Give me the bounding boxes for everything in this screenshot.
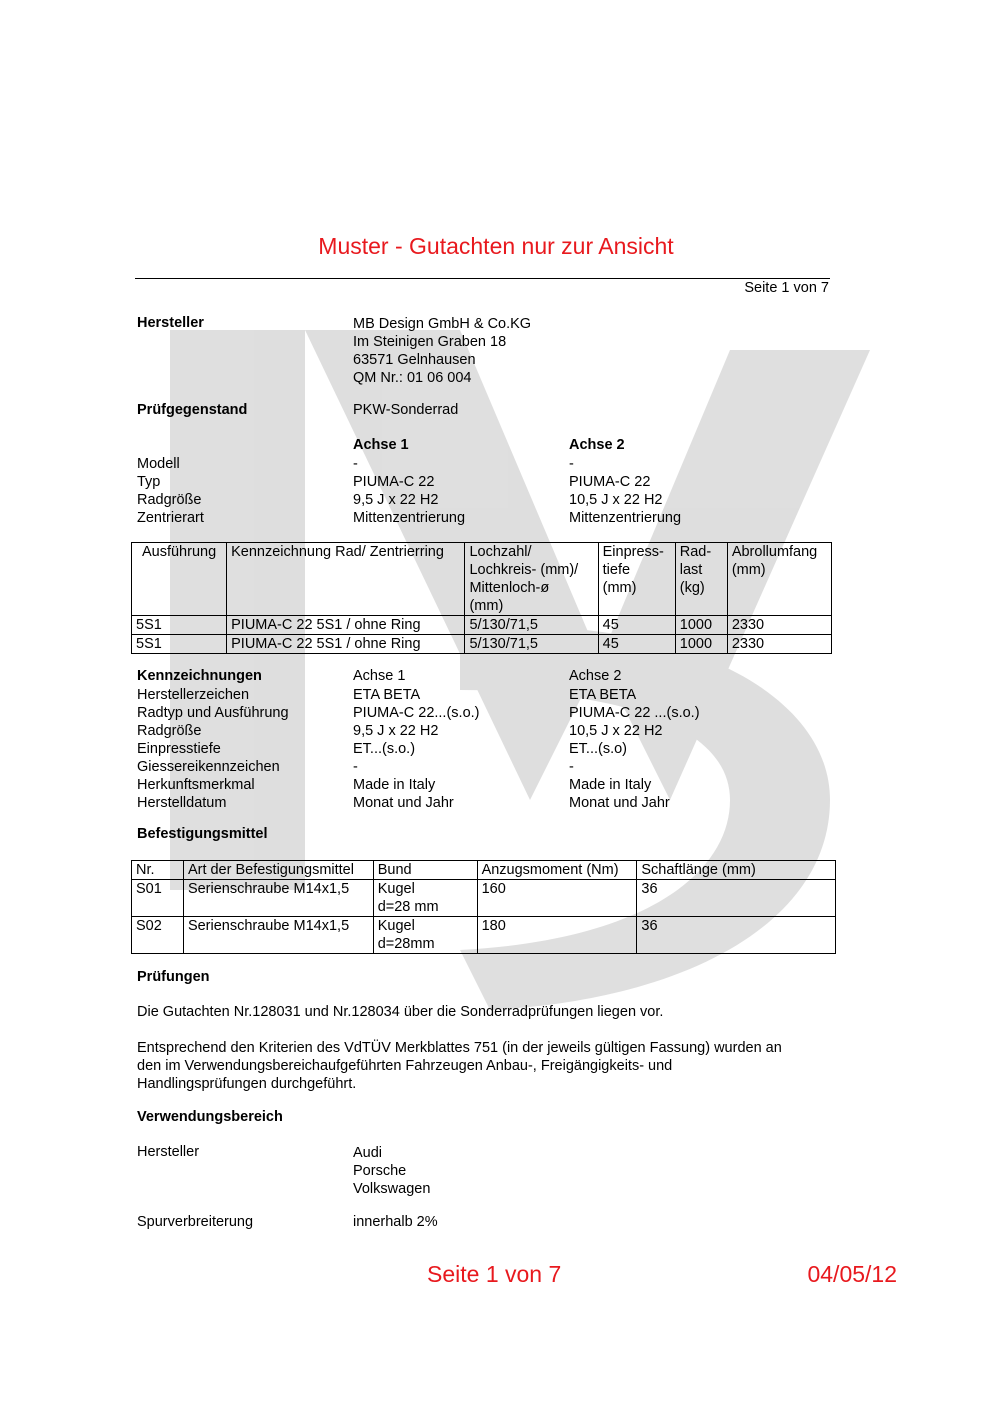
table-cell: Kugel d=28mm <box>373 917 477 954</box>
value: 10,5 J x 22 H2 <box>569 492 663 508</box>
table-cell: 160 <box>477 880 637 917</box>
table-cell: 180 <box>477 917 637 954</box>
value: 10,5 J x 22 H2 <box>569 723 663 739</box>
row-label: Radgröße <box>137 723 202 739</box>
table-cell: PIUMA-C 22 5S1 / ohne Ring <box>227 635 465 654</box>
table-cell: 36 <box>637 880 836 917</box>
table-cell: 45 <box>598 616 675 635</box>
value: Mittenzentrierung <box>353 510 466 526</box>
table-header: Ausführung <box>132 543 227 616</box>
achse1-values <box>353 455 465 527</box>
table-cell: 2330 <box>727 616 831 635</box>
value: ETA BETA <box>353 687 421 703</box>
pruefungen-paragraph: Die Gutachten Nr.128031 und Nr.128034 über die Sonderradprüfungen liegen vor. <box>137 1004 664 1020</box>
table-cell: 45 <box>598 635 675 654</box>
table-cell: 36 <box>637 917 836 954</box>
value: PIUMA-C 22...(s.o.) <box>353 705 480 721</box>
value: - <box>569 456 574 472</box>
table-header: Art der Befestigungsmittel <box>183 861 373 880</box>
value: - <box>353 456 358 472</box>
row-label: Giessereikennzeichen <box>137 759 280 775</box>
value: ET...(s.o.) <box>353 741 416 757</box>
table-cell: 5S1 <box>132 635 227 654</box>
table-row <box>132 880 836 917</box>
value: Mittenzentrierung <box>569 510 682 526</box>
spur-label: Spurverbreiterung <box>137 1214 254 1230</box>
vb-hersteller-list <box>353 1144 430 1198</box>
befestigung-table <box>131 860 836 954</box>
address-line: QM Nr.: 01 06 004 <box>353 370 472 386</box>
page-title: Muster - Gutachten nur zur Ansicht <box>318 233 674 259</box>
kz-achse2-header: Achse 2 <box>569 668 622 684</box>
value: Monat und Jahr <box>569 795 670 811</box>
table-header: Nr. <box>132 861 184 880</box>
kz-labels <box>137 686 289 812</box>
value: PIUMA-C 22 <box>353 474 435 490</box>
table-row <box>132 917 836 954</box>
achse2-header: Achse 2 <box>569 437 625 453</box>
table-cell: 5/130/71,5 <box>465 635 598 654</box>
row-label: Einpresstiefe <box>137 741 221 757</box>
row-label: Radtyp und Ausführung <box>137 705 289 721</box>
kz-achse1-header: Achse 1 <box>353 668 406 684</box>
hersteller-address <box>353 315 531 387</box>
footer-date: 04/05/12 <box>807 1261 897 1287</box>
row-label: Typ <box>137 474 161 490</box>
value: PIUMA-C 22 <box>569 474 651 490</box>
achse2-values <box>569 455 681 527</box>
table-cell: S01 <box>132 880 184 917</box>
list-item: Porsche <box>353 1163 407 1179</box>
paragraph-line: Entsprechend den Kriterien des VdTÜV Merkblattes 751 (in der jeweils gültigen Fassung) wurden an <box>137 1040 782 1056</box>
pruefgegenstand-value: PKW-Sonderrad <box>353 402 459 418</box>
value: ET...(s.o) <box>569 741 628 757</box>
list-item: Volkswagen <box>353 1181 431 1197</box>
pruefungen-label: Prüfungen <box>137 969 210 985</box>
table-header: Kennzeichnung Rad/ Zentrierring <box>227 543 465 616</box>
header-divider <box>135 278 830 279</box>
table-cell: PIUMA-C 22 5S1 / ohne Ring <box>227 616 465 635</box>
value: 9,5 J x 22 H2 <box>353 723 439 739</box>
achse1-header: Achse 1 <box>353 437 409 453</box>
ausfuehrung-table <box>131 542 832 654</box>
row-label: Herstellerzeichen <box>137 687 250 703</box>
value: ETA BETA <box>569 687 637 703</box>
row-label: Herkunftsmerkmal <box>137 777 255 793</box>
befestigung-label: Befestigungsmittel <box>137 826 268 842</box>
kennzeichnungen-label: Kennzeichnungen <box>137 668 262 684</box>
table-cell: S02 <box>132 917 184 954</box>
table-cell: Serienschraube M14x1,5 <box>183 880 373 917</box>
table-row <box>132 635 832 654</box>
page-counter: Seite 1 von 7 <box>744 280 829 296</box>
list-item: Audi <box>353 1145 383 1161</box>
row-label: Modell <box>137 456 180 472</box>
kz-achse2-values <box>569 686 700 812</box>
spur-value: innerhalb 2% <box>353 1214 438 1230</box>
paragraph-line: den im Verwendungsbereichaufgeführten Fahrzeugen Anbau-, Freigängigkeits- und <box>137 1058 673 1074</box>
achsen-labels <box>137 455 204 527</box>
value: Made in Italy <box>569 777 652 793</box>
footer-page-counter: Seite 1 von 7 <box>427 1261 562 1287</box>
value: - <box>569 759 574 775</box>
value: - <box>353 759 358 775</box>
verwendungsbereich-label: Verwendungsbereich <box>137 1109 283 1125</box>
value: Made in Italy <box>353 777 436 793</box>
pruefgegenstand-label: Prüfgegenstand <box>137 402 248 418</box>
address-line: MB Design GmbH & Co.KG <box>353 316 532 332</box>
pruefungen-paragraph-2 <box>137 1039 782 1093</box>
table-header: Schaftlänge (mm) <box>637 861 836 880</box>
row-label: Herstelldatum <box>137 795 227 811</box>
value: PIUMA-C 22 ...(s.o.) <box>569 705 700 721</box>
row-label: Radgröße <box>137 492 202 508</box>
table-cell: Kugel d=28 mm <box>373 880 477 917</box>
value: 9,5 J x 22 H2 <box>353 492 439 508</box>
table-cell: 5/130/71,5 <box>465 616 598 635</box>
table-header: Anzugsmoment (Nm) <box>477 861 637 880</box>
table-cell: 2330 <box>727 635 831 654</box>
table-header: Abrollumfang (mm) <box>727 543 831 616</box>
table-cell: 1000 <box>675 635 727 654</box>
table-cell: 5S1 <box>132 616 227 635</box>
hersteller-label: Hersteller <box>137 315 204 331</box>
table-row <box>132 616 832 635</box>
paragraph-line: Handlingsprüfungen durchgeführt. <box>137 1076 357 1092</box>
table-header-row <box>132 543 832 616</box>
table-cell: Serienschraube M14x1,5 <box>183 917 373 954</box>
vb-hersteller-label: Hersteller <box>137 1144 200 1160</box>
address-line: Im Steinigen Graben 18 <box>353 334 507 350</box>
address-line: 63571 Gelnhausen <box>353 352 476 368</box>
table-header: Bund <box>373 861 477 880</box>
value: Monat und Jahr <box>353 795 454 811</box>
table-header: Lochzahl/ Lochkreis- (mm)/ Mittenloch-ø (mm) <box>465 543 598 616</box>
table-header: Rad- last (kg) <box>675 543 727 616</box>
table-header: Einpress- tiefe (mm) <box>598 543 675 616</box>
table-header-row <box>132 861 836 880</box>
row-label: Zentrierart <box>137 510 204 526</box>
table-cell: 1000 <box>675 616 727 635</box>
kz-achse1-values <box>353 686 480 812</box>
